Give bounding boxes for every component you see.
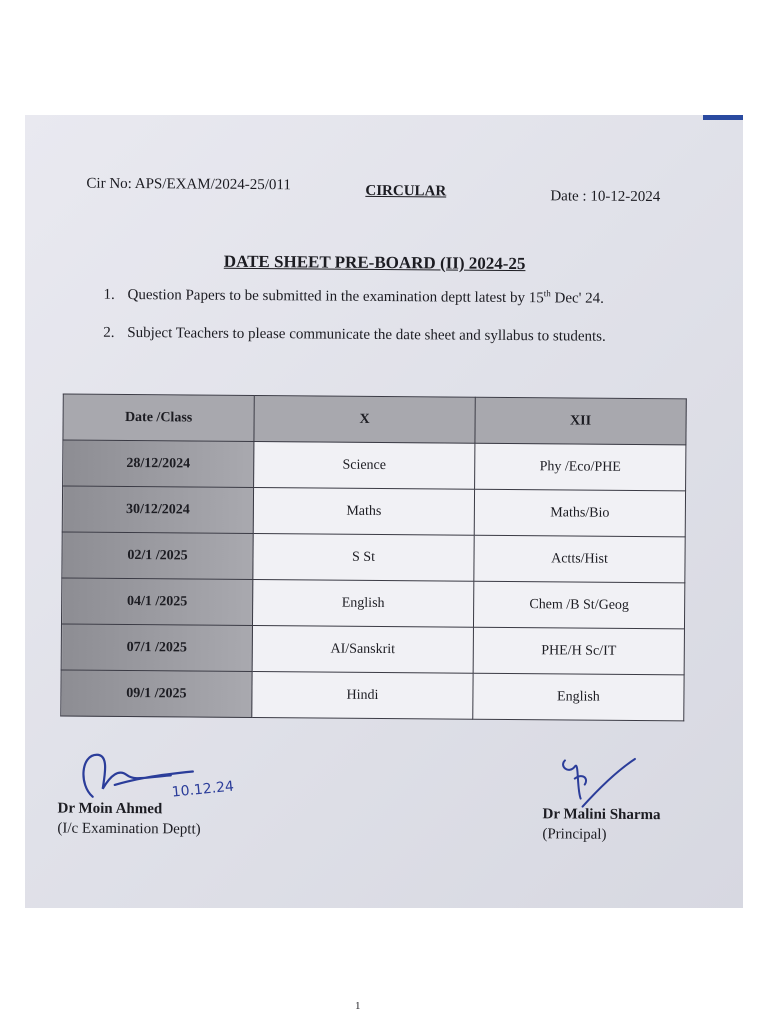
exam-date: 07/1 /2025 [61,624,252,671]
subject-x: AI/Sanskrit [252,625,473,673]
circular-date: Date : 10-12-2024 [550,188,661,206]
signatory-role-right: (Principal) [542,826,607,843]
date-sheet-table [60,393,687,721]
table-row [61,578,684,629]
table-row [62,532,685,583]
subject-x: S St [253,533,474,581]
signatory-name-right: Dr Malini Sharma [542,806,661,824]
subject-x: Hindi [252,671,473,719]
handwritten-date: 10.12.24 [171,778,235,801]
subject-xii: Phy /Eco/PHE [475,443,686,491]
table-header-row [63,394,686,445]
table-row [62,486,685,537]
header-class-xii: XII [475,397,686,445]
subject-x: English [252,579,473,627]
subject-x: Maths [253,487,474,535]
subject-xii: Actts/Hist [474,535,685,583]
subject-xii: English [473,673,684,721]
exam-date: 09/1 /2025 [61,670,252,717]
exam-date: 04/1 /2025 [61,578,252,625]
circular-number: Cir No: APS/EXAM/2024-25/011 [86,175,291,194]
table-row [63,440,686,491]
header-date-class: Date /Class [63,394,254,441]
exam-date: 28/12/2024 [63,440,254,487]
instruction-1: 1. Question Papers to be submitted in the examination deptt latest by 15th Dec' 24. [103,286,604,307]
circular-heading: CIRCULAR [365,182,447,200]
subject-x: Science [254,441,475,489]
exam-date: 30/12/2024 [62,486,253,533]
signatory-name-left: Dr Moin Ahmed [57,800,163,818]
subject-xii: Maths/Bio [474,489,685,537]
circular-page [25,115,743,908]
signatory-role-left: (I/c Examination Deptt) [57,820,201,838]
page-number: 1 [355,1000,361,1012]
instruction-2: 2. Subject Teachers to please communicate the date sheet and syllabus to students. [103,324,606,345]
document-photo [25,115,743,908]
signature-malini-sharma [555,748,645,809]
exam-date: 02/1 /2025 [62,532,253,579]
table-row [61,624,684,675]
document-title: DATE SHEET PRE-BOARD (II) 2024-25 [223,251,526,274]
subject-xii: PHE/H Sc/IT [473,627,684,675]
table-row [61,670,684,721]
header-class-x: X [254,395,475,443]
subject-xii: Chem /B St/Geog [473,581,684,629]
